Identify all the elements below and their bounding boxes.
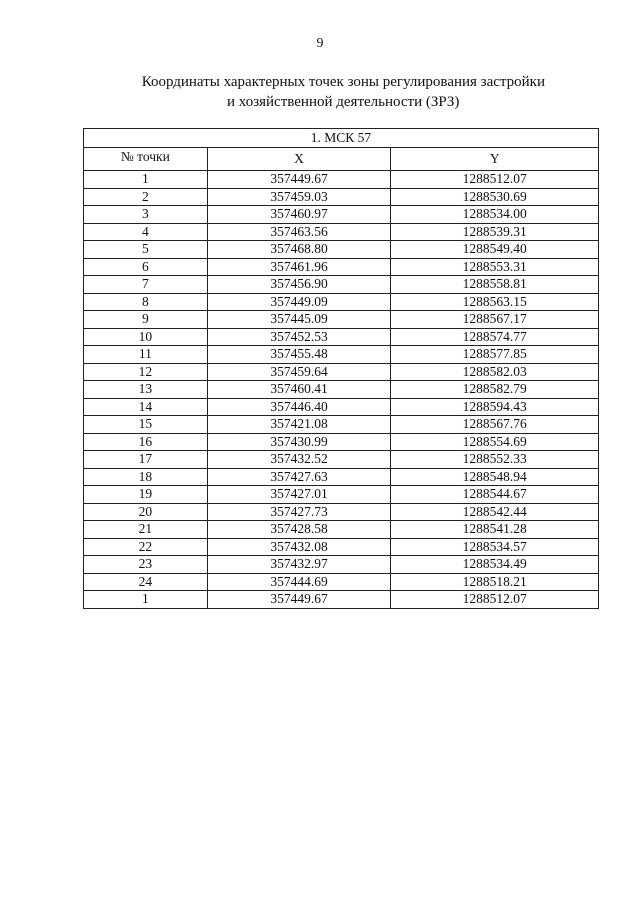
table-row [84,521,599,539]
cell-point-number: 20 [84,503,208,521]
cell-x: 357449.67 [207,591,391,609]
coordinates-table [83,128,599,609]
page-number: 9 [316,36,324,51]
title-line-1: Координаты характерных точек зоны регулирования застройки [141,74,545,90]
cell-point-number: 10 [84,328,208,346]
cell-y: 1288567.17 [391,311,599,329]
cell-point-number: 9 [84,311,208,329]
cell-y: 1288512.07 [391,591,599,609]
cell-x: 357427.63 [207,468,391,486]
cell-y: 1288577.85 [391,346,599,364]
table-row [84,276,599,294]
cell-y: 1288582.79 [391,381,599,399]
cell-x: 357427.01 [207,486,391,504]
cell-x: 357432.08 [207,538,391,556]
table-row [84,556,599,574]
cell-y: 1288582.03 [391,363,599,381]
cell-y: 1288542.44 [391,503,599,521]
cell-point-number: 6 [84,258,208,276]
title-line-2: и хозяйственной деятельности (ЗРЗ) [227,94,460,110]
cell-point-number: 24 [84,573,208,591]
table-row [84,171,599,189]
table-row [84,241,599,259]
table-row [84,311,599,329]
table-body [84,171,599,609]
table-row [84,293,599,311]
cell-x: 357444.69 [207,573,391,591]
header-x: X [207,148,391,171]
table-row [84,591,599,609]
cell-point-number: 16 [84,433,208,451]
cell-point-number: 18 [84,468,208,486]
cell-y: 1288563.15 [391,293,599,311]
table-row [84,363,599,381]
zone-row [84,129,599,148]
cell-x: 357460.41 [207,381,391,399]
cell-point-number: 1 [84,591,208,609]
table-row [84,188,599,206]
cell-y: 1288530.69 [391,188,599,206]
cell-point-number: 23 [84,556,208,574]
cell-x: 357449.09 [207,293,391,311]
header-y: Y [391,148,599,171]
cell-point-number: 22 [84,538,208,556]
cell-point-number: 4 [84,223,208,241]
cell-y: 1288558.81 [391,276,599,294]
cell-y: 1288518.21 [391,573,599,591]
cell-x: 357459.64 [207,363,391,381]
table-row [84,346,599,364]
cell-y: 1288544.67 [391,486,599,504]
cell-point-number: 15 [84,416,208,434]
cell-point-number: 7 [84,276,208,294]
cell-x: 357432.97 [207,556,391,574]
cell-point-number: 3 [84,206,208,224]
cell-point-number: 17 [84,451,208,469]
table-row [84,258,599,276]
cell-point-number: 12 [84,363,208,381]
table-row [84,206,599,224]
cell-x: 357452.53 [207,328,391,346]
table-row [84,538,599,556]
cell-x: 357455.48 [207,346,391,364]
cell-point-number: 21 [84,521,208,539]
header-row [84,148,599,171]
cell-x: 357449.67 [207,171,391,189]
cell-x: 357446.40 [207,398,391,416]
cell-y: 1288594.43 [391,398,599,416]
zone-label: 1. МСК 57 [84,129,599,148]
table-row [84,486,599,504]
table-row [84,416,599,434]
cell-x: 357421.08 [207,416,391,434]
cell-point-number: 5 [84,241,208,259]
cell-point-number: 11 [84,346,208,364]
cell-x: 357459.03 [207,188,391,206]
cell-x: 357468.80 [207,241,391,259]
header-point-number: № точки [84,148,208,171]
table-row [84,381,599,399]
cell-point-number: 1 [84,171,208,189]
cell-y: 1288512.07 [391,171,599,189]
table-row [84,468,599,486]
table-row [84,451,599,469]
cell-x: 357427.73 [207,503,391,521]
cell-x: 357463.56 [207,223,391,241]
table-row [84,573,599,591]
cell-y: 1288549.40 [391,241,599,259]
cell-y: 1288534.00 [391,206,599,224]
cell-y: 1288534.57 [391,538,599,556]
cell-y: 1288539.31 [391,223,599,241]
cell-y: 1288552.33 [391,451,599,469]
cell-x: 357461.96 [207,258,391,276]
cell-y: 1288553.31 [391,258,599,276]
cell-y: 1288574.77 [391,328,599,346]
cell-x: 357428.58 [207,521,391,539]
cell-x: 357430.99 [207,433,391,451]
table-row [84,433,599,451]
table-row [84,223,599,241]
cell-y: 1288548.94 [391,468,599,486]
cell-point-number: 19 [84,486,208,504]
table-row [84,503,599,521]
cell-point-number: 8 [84,293,208,311]
document-title [100,72,550,112]
table-row [84,328,599,346]
cell-x: 357445.09 [207,311,391,329]
cell-y: 1288541.28 [391,521,599,539]
table-row [84,398,599,416]
cell-y: 1288534.49 [391,556,599,574]
cell-x: 357460.97 [207,206,391,224]
cell-x: 357432.52 [207,451,391,469]
cell-point-number: 14 [84,398,208,416]
cell-point-number: 2 [84,188,208,206]
cell-point-number: 13 [84,381,208,399]
cell-y: 1288567.76 [391,416,599,434]
cell-x: 357456.90 [207,276,391,294]
cell-y: 1288554.69 [391,433,599,451]
